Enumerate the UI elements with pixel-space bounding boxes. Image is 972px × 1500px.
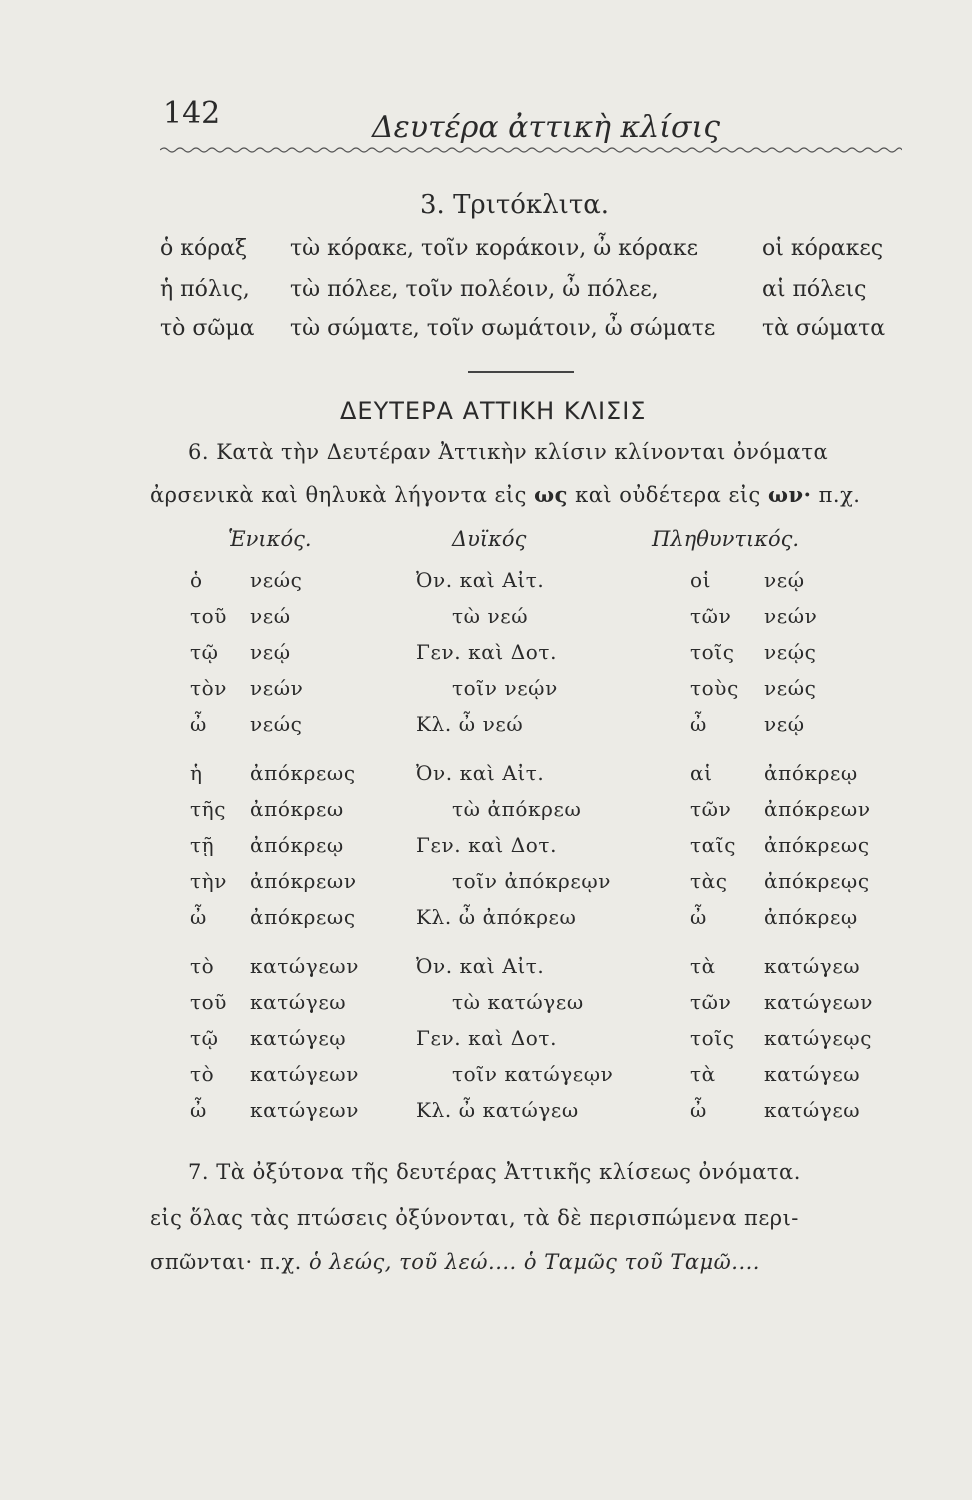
para7-examples: ὁ λεώς, τοῦ λεώ.... ὁ Ταμῶς τοῦ Ταμῶ.... — [308, 1250, 760, 1274]
singular-article: τῆς — [190, 797, 227, 821]
plural-article: τὰ — [690, 954, 716, 978]
sec3-nom: τὸ σῶμα — [160, 316, 255, 341]
para6-text-e: π.χ. — [818, 483, 861, 507]
sec3-dual: τὼ κόρακε, τοῖν κοράκοιν, ὦ κόρακε — [290, 236, 699, 261]
singular-article: ἡ — [190, 761, 203, 785]
page-number: 142 — [163, 96, 221, 131]
sec3-dual: τὼ σώματε, τοῖν σωμάτοιν, ὦ σώματε — [290, 316, 716, 341]
para6-line2 — [150, 482, 860, 507]
singular-article: τοῦ — [190, 604, 228, 628]
dual-form: τοῖν ἀπόκρεῳν — [452, 869, 612, 893]
singular-article: τὸν — [190, 676, 228, 700]
plural-form: νεώς — [764, 676, 817, 700]
singular-form: ἀπόκρεῳ — [250, 833, 344, 857]
singular-article: ὁ — [190, 568, 203, 592]
para6-text-c: καὶ οὐδέτερα εἰς — [575, 483, 761, 507]
plural-form: κατώγεῳς — [764, 1026, 873, 1050]
singular-form: κατώγεῳ — [250, 1026, 347, 1050]
singular-form: κατώγεων — [250, 954, 359, 978]
plural-form: νεῴ — [764, 568, 805, 592]
dual-form: Κλ. ὦ κατώγεω — [416, 1098, 579, 1122]
col-header-singular: Ἑνικός. — [228, 527, 312, 551]
dual-form: Γεν. καὶ Δοτ. — [416, 1026, 558, 1050]
dual-form: Ὀν. καὶ Αἰτ. — [416, 568, 545, 592]
plural-form: ἀπόκρεων — [764, 797, 871, 821]
singular-form: νεώς — [250, 712, 303, 736]
singular-article: ὦ — [190, 712, 207, 736]
singular-article: τὸ — [190, 954, 215, 978]
dual-form: τὼ κατώγεω — [452, 990, 584, 1014]
para6-line1: 6. Κατὰ τὴν Δευτέραν Ἀττικὴν κλίσιν κλίνονται ὀνόματα — [188, 440, 829, 464]
plural-article: τοὺς — [690, 676, 739, 700]
singular-form: ἀπόκρεω — [250, 797, 344, 821]
sec3-plural: αἱ πόλεις — [762, 277, 867, 302]
plural-form: ἀπόκρεῳ — [764, 761, 858, 785]
singular-article: τὴν — [190, 869, 228, 893]
running-title: Δευτέρα ἀττικὴ κλίσις — [372, 110, 721, 145]
singular-form: κατώγεω — [250, 990, 347, 1014]
singular-article: ὦ — [190, 1098, 207, 1122]
singular-article: τὸ — [190, 1062, 215, 1086]
plural-form: νεῴ — [764, 712, 805, 736]
header-rule — [160, 146, 902, 154]
singular-form: κατώγεων — [250, 1098, 359, 1122]
plural-article: ὦ — [690, 905, 707, 929]
para7-line3 — [150, 1250, 760, 1274]
plural-form: κατώγεω — [764, 1062, 861, 1086]
plural-form: νεῴς — [764, 640, 817, 664]
singular-form: κατώγεων — [250, 1062, 359, 1086]
singular-form: νεώ — [250, 604, 291, 628]
dual-form: Κλ. ὦ νεώ — [416, 712, 524, 736]
dual-form: Γεν. καὶ Δοτ. — [416, 640, 558, 664]
singular-article: τοῦ — [190, 990, 228, 1014]
plural-article: ὦ — [690, 712, 707, 736]
dual-form: Ὀν. καὶ Αἰτ. — [416, 954, 545, 978]
plural-article: τὰς — [690, 869, 728, 893]
section-3-title: 3. Τριτόκλιτα. — [420, 190, 610, 220]
dual-form: Ὀν. καὶ Αἰτ. — [416, 761, 545, 785]
col-header-plural: Πληθυντικός. — [652, 527, 800, 551]
dual-form: τοῖν νεῴν — [452, 676, 558, 700]
plural-article: αἱ — [690, 761, 713, 785]
para7-text-a: σπῶνται· π.χ. — [150, 1250, 302, 1274]
sec3-plural: τὰ σώματα — [762, 316, 886, 341]
plural-form: ἀπόκρεῳς — [764, 869, 870, 893]
singular-form: ἀπόκρεως — [250, 905, 356, 929]
plural-article: τὰ — [690, 1062, 716, 1086]
plural-article: τοῖς — [690, 1026, 735, 1050]
dual-form: τοῖν κατώγεῳν — [452, 1062, 614, 1086]
sec3-nom: ἡ πόλις, — [160, 277, 250, 302]
para6-text-a: ἀρσενικὰ καὶ θηλυκὰ λήγοντα εἰς — [150, 483, 527, 507]
plural-form: κατώγεω — [764, 954, 861, 978]
plural-article: οἱ — [690, 568, 712, 592]
singular-article: τῷ — [190, 640, 219, 664]
singular-article: ὦ — [190, 905, 207, 929]
col-header-dual: Δυϊκός — [452, 527, 527, 551]
plural-form: νεών — [764, 604, 818, 628]
singular-article: τῷ — [190, 1026, 219, 1050]
section-heading: ΔΕΥΤΕΡΑ ΑΤΤΙΚΗ ΚΛΙΣΙΣ — [340, 397, 647, 425]
sec3-nom: ὁ κόραξ — [160, 236, 248, 261]
dual-form: Κλ. ὦ ἀπόκρεω — [416, 905, 577, 929]
sec3-dual: τὼ πόλεε, τοῖν πολέοιν, ὦ πόλεε, — [290, 277, 659, 302]
section-divider — [468, 371, 574, 373]
para7-line1: 7. Τὰ ὀξύτονα τῆς δευτέρας Ἀττικῆς κλίσεως ὀνόματα. — [188, 1160, 801, 1184]
dual-form: Γεν. καὶ Δοτ. — [416, 833, 558, 857]
plural-article: ὦ — [690, 1098, 707, 1122]
plural-article: τοῖς — [690, 640, 735, 664]
plural-article: τῶν — [690, 797, 732, 821]
singular-form: νεών — [250, 676, 304, 700]
para6-ending-os: ως — [534, 482, 568, 507]
dual-form: τὼ ἀπόκρεω — [452, 797, 582, 821]
para7-line2: εἰς ὅλας τὰς πτώσεις ὀξύνονται, τὰ δὲ περισπώμενα περι- — [150, 1206, 799, 1230]
singular-form: νεῴ — [250, 640, 291, 664]
plural-article: τῶν — [690, 604, 732, 628]
dual-form: τὼ νεώ — [452, 604, 529, 628]
singular-form: νεώς — [250, 568, 303, 592]
plural-form: κατώγεω — [764, 1098, 861, 1122]
singular-form: ἀπόκρεων — [250, 869, 357, 893]
singular-form: ἀπόκρεως — [250, 761, 356, 785]
para6-ending-on: ων· — [768, 482, 812, 507]
plural-form: ἀπόκρεῳ — [764, 905, 858, 929]
plural-form: ἀπόκρεως — [764, 833, 870, 857]
singular-article: τῇ — [190, 833, 215, 857]
plural-article: ταῖς — [690, 833, 737, 857]
sec3-plural: οἱ κόρακες — [762, 236, 884, 261]
plural-article: τῶν — [690, 990, 732, 1014]
plural-form: κατώγεων — [764, 990, 873, 1014]
